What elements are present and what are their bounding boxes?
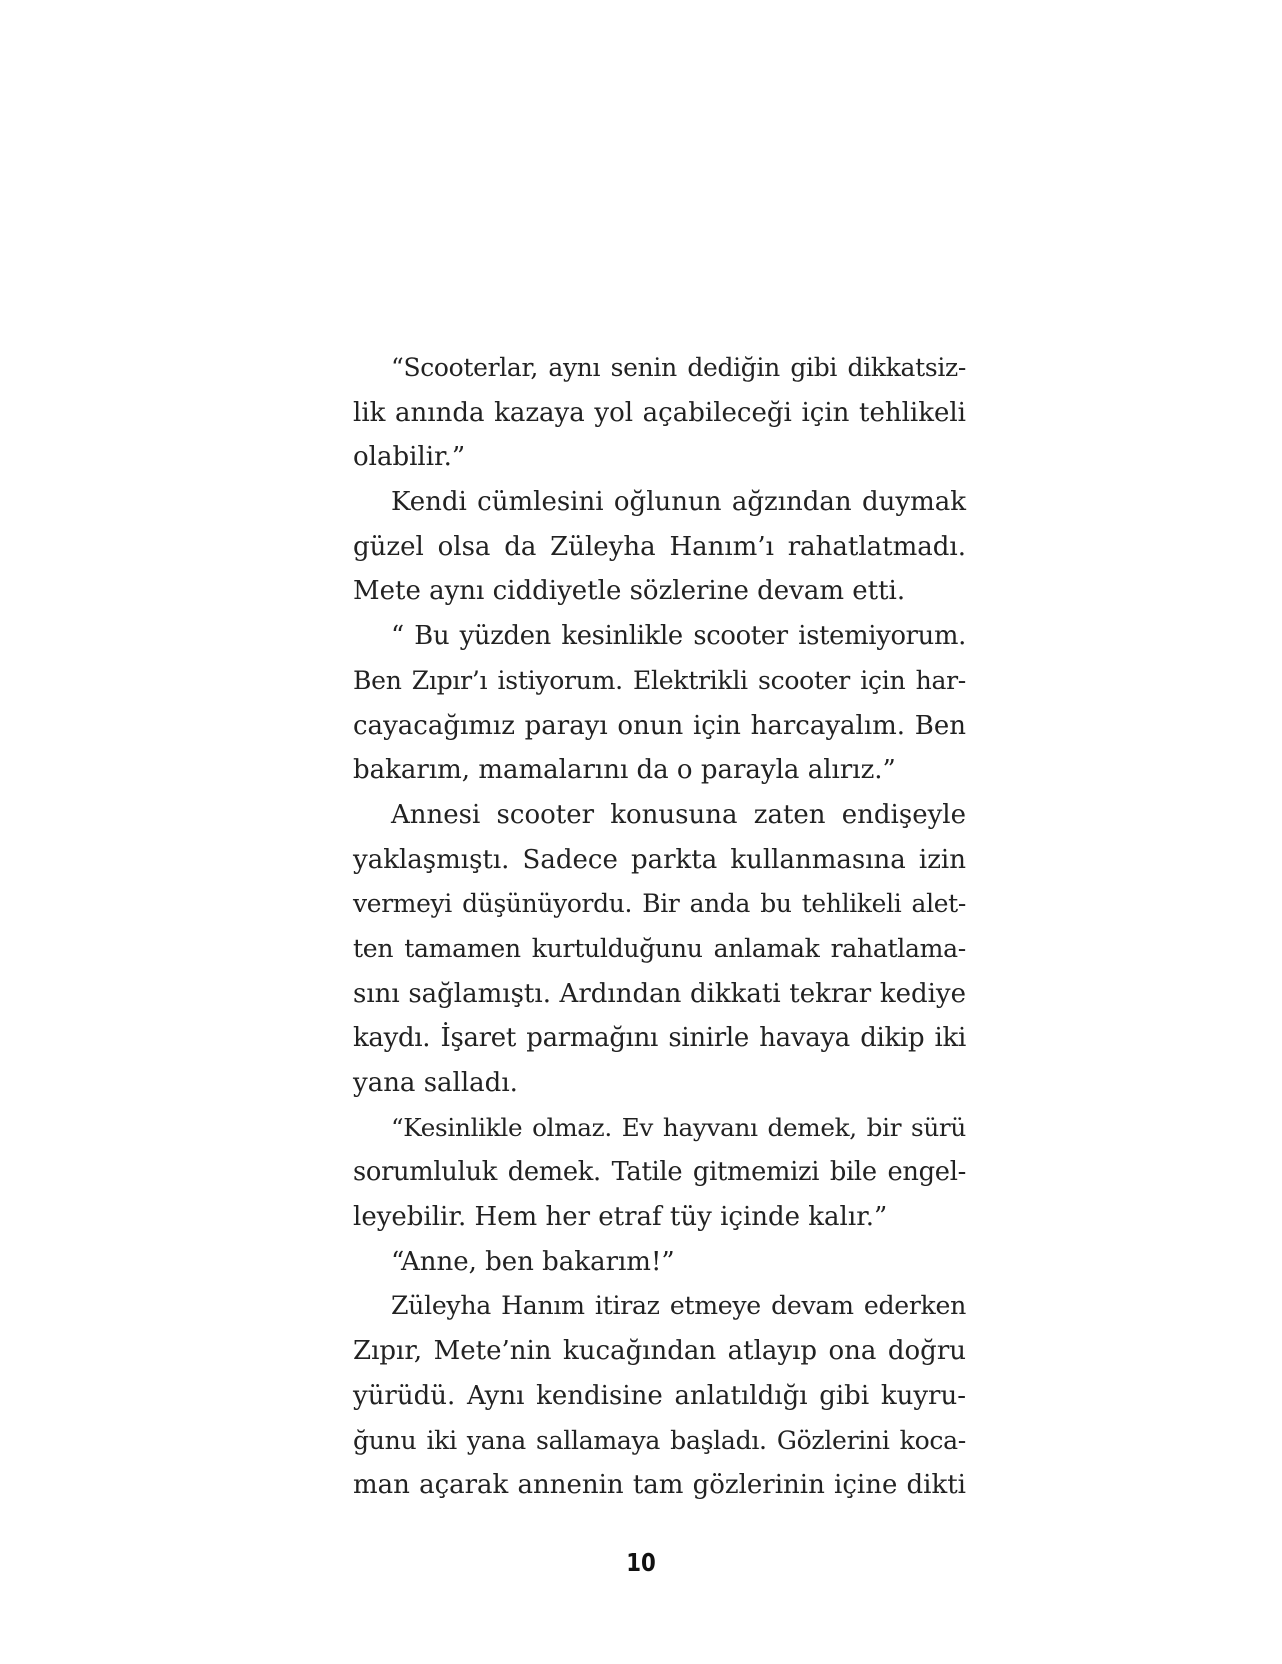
text-line: Zıpır, Mete’nin kucağından atlayıp ona doğru <box>353 1336 966 1367</box>
page-number: 10 <box>626 1548 656 1577</box>
text-line: “Kesinlikle olmaz. Ev hayvanı demek, bir sürü <box>391 1112 966 1142</box>
text-line: man açarak annenin tam gözlerinin içine dikti <box>353 1470 966 1501</box>
text-line: kaydı. İşaret parmağını sinirle havaya dikip iki <box>353 1023 966 1054</box>
text-line: Kendi cümlesini oğlunun ağzından duymak <box>391 487 966 518</box>
text-line: Ben Zıpır’ı istiyorum. Elektrikli scooter için har- <box>353 665 966 695</box>
text-line: Annesi scooter konusuna zaten endişeyle <box>391 799 966 830</box>
text-line: olabilir.” <box>353 442 466 473</box>
text-line: sorumluluk demek. Tatile gitmemizi bile engel- <box>353 1157 966 1188</box>
text-line: sını sağlamıştı. Ardından dikkati tekrar kediye <box>353 978 966 1009</box>
text-line: leyebilir. Hem her etraf tüy içinde kalır.” <box>353 1202 888 1233</box>
text-line: “ Bu yüzden kesinlikle scooter istemiyorum. <box>391 621 966 652</box>
text-line: “Scooterlar, aynı senin dediğin gibi dikkatsiz- <box>391 353 966 382</box>
text-line: yürüdü. Aynı kendisine anlatıldığı gibi kuyru- <box>353 1380 966 1411</box>
text-line: yaklaşmıştı. Sadece parkta kullanmasına izin <box>353 844 966 875</box>
text-line: ğunu iki yana sallamaya başladı. Gözlerini koca- <box>353 1425 966 1455</box>
text-line: vermeyi düşünüyordu. Bir anda bu tehlikeli alet- <box>353 889 966 919</box>
text-line: Mete aynı ciddiyetle sözlerine devam etti. <box>353 576 906 607</box>
text-line: ten tamamen kurtulduğunu anlamak rahatlama- <box>353 933 966 963</box>
text-line: Züleyha Hanım itiraz etmeye devam ederken <box>391 1291 966 1321</box>
text-line: bakarım, mamalarını da o parayla alırız.” <box>353 755 896 786</box>
body-text <box>353 346 966 1508</box>
text-line: “Anne, ben bakarım!” <box>391 1246 675 1277</box>
text-line: cayacağımız parayı onun için harcayalım. Ben <box>353 710 966 741</box>
text-line: yana salladı. <box>353 1068 518 1098</box>
text-line: güzel olsa da Züleyha Hanım’ı rahatlatmadı. <box>353 531 966 562</box>
text-line: lik anında kazaya yol açabileceği için tehlikeli <box>353 397 966 428</box>
